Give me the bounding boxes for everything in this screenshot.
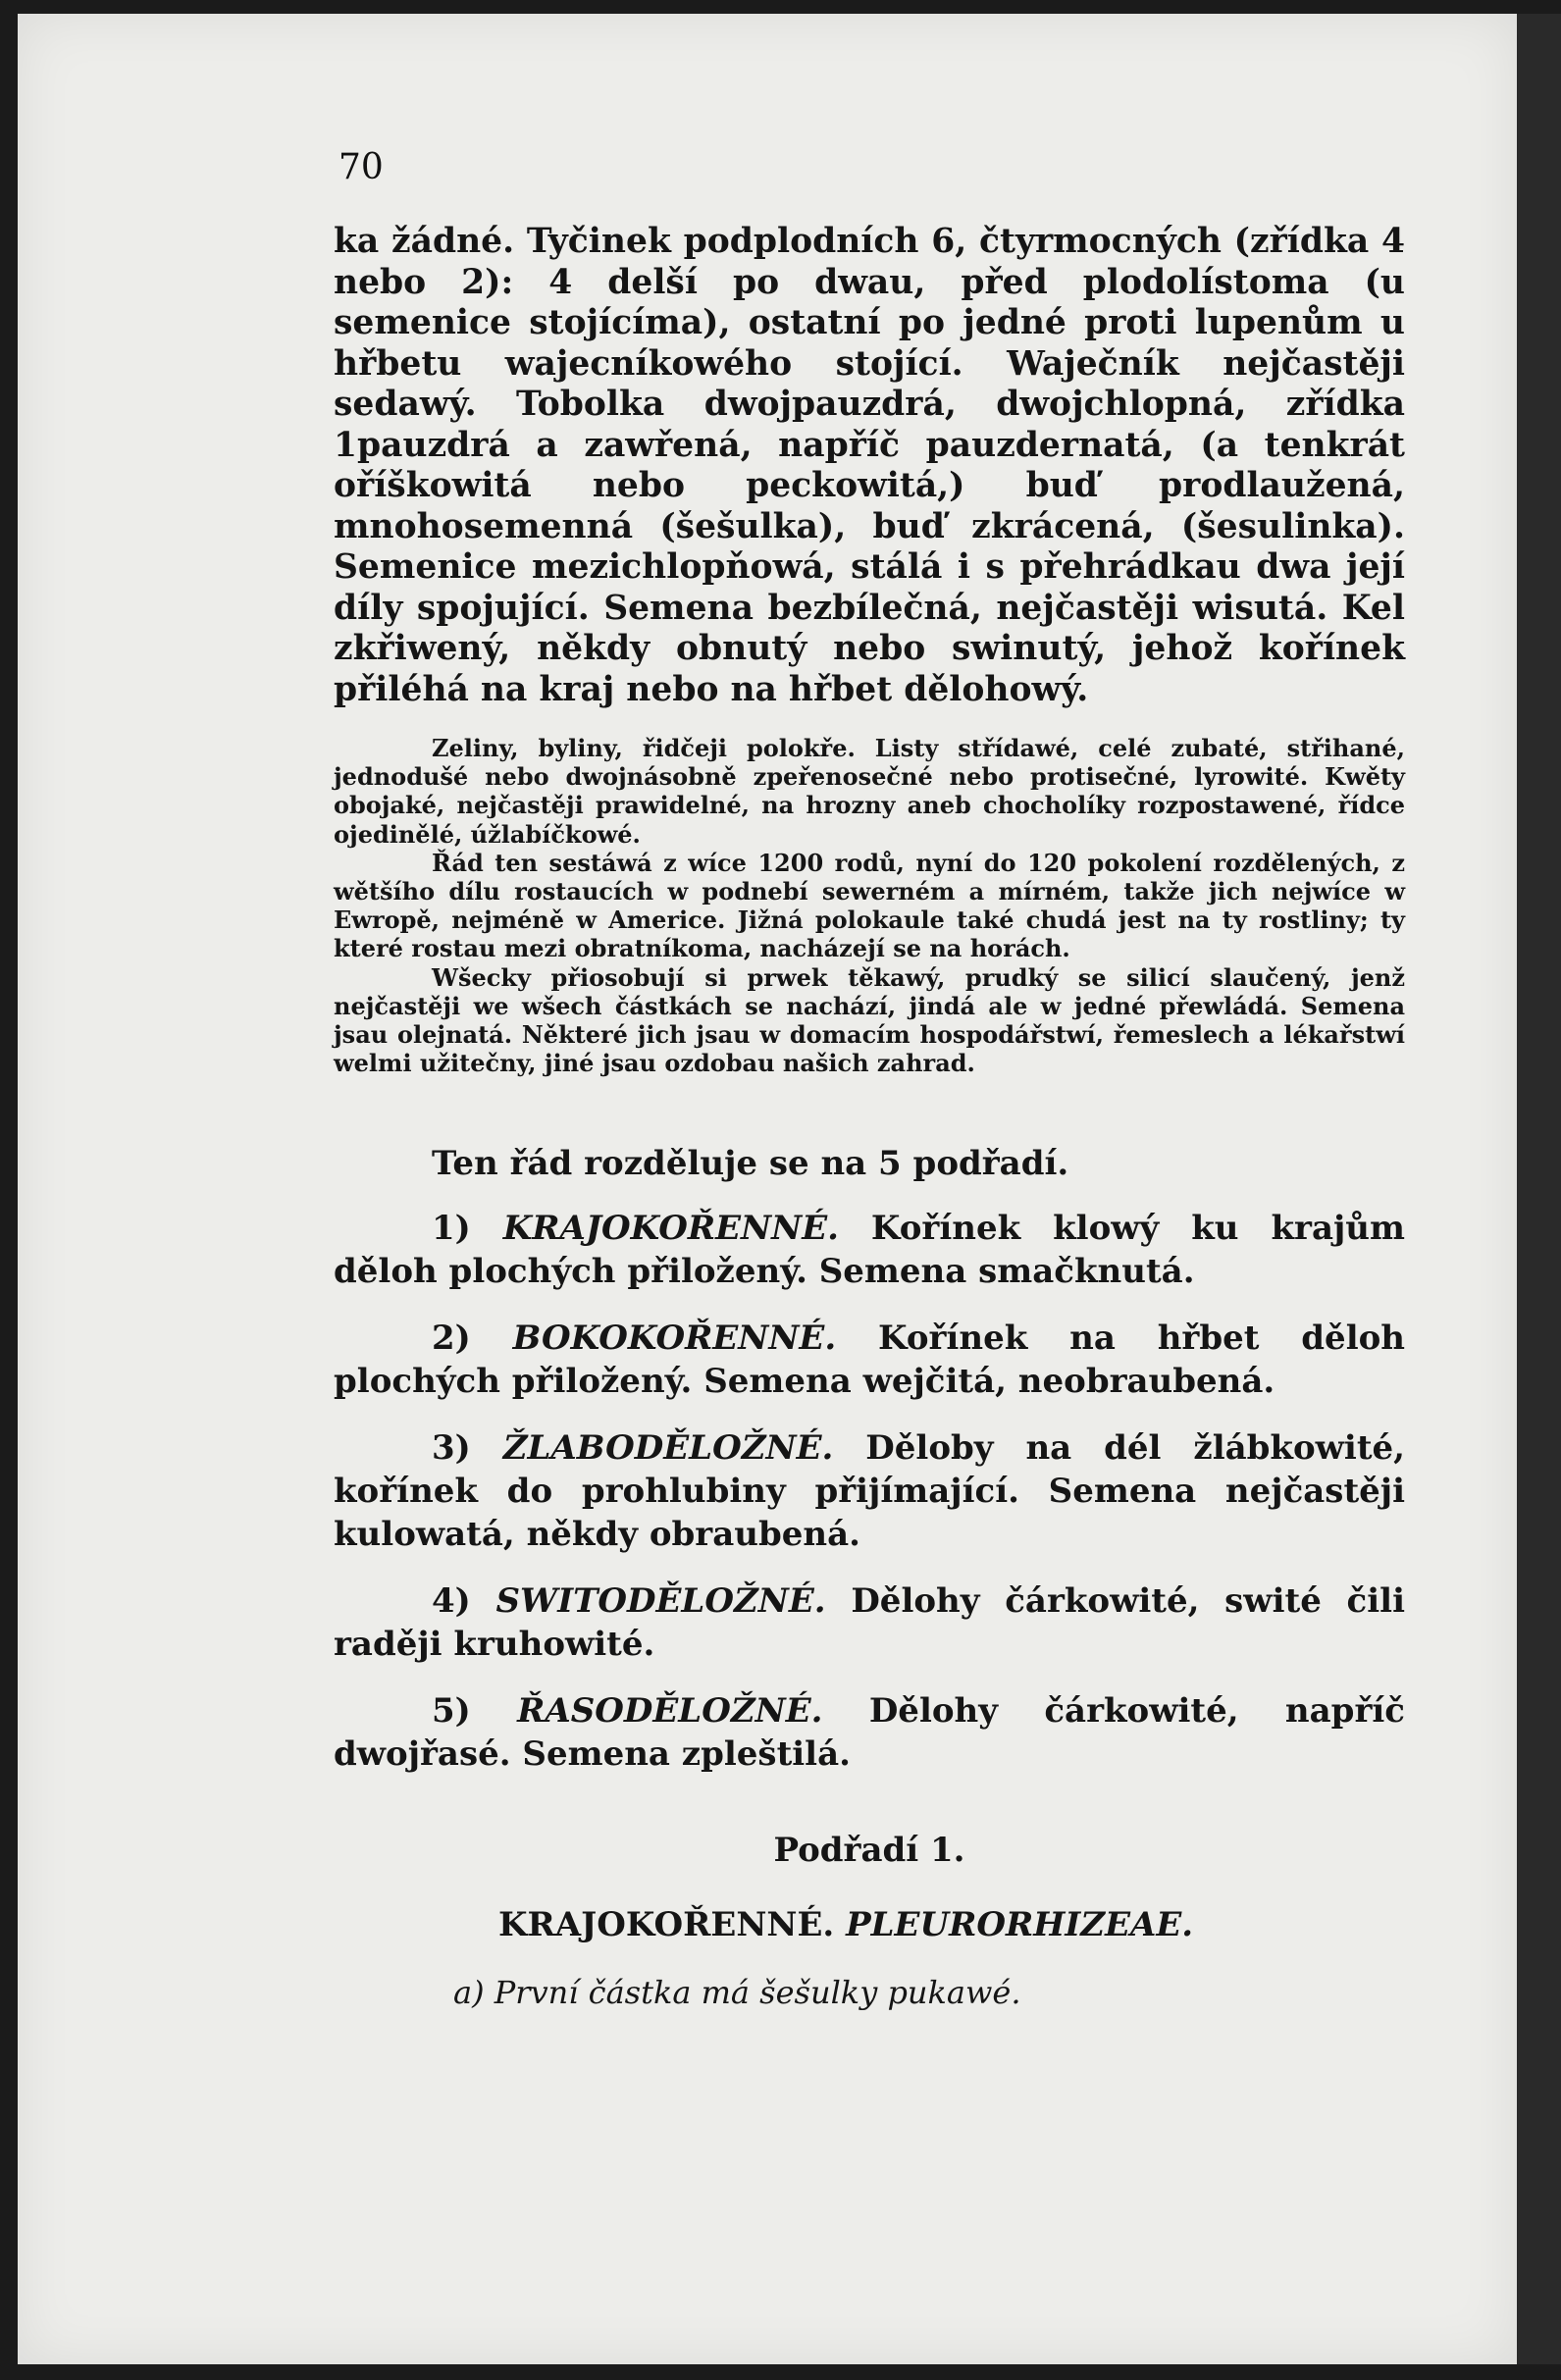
- subdivision-name: ŽLABODĚLOŽNÉ.: [502, 1428, 834, 1469]
- subdivision-3: [334, 1426, 1405, 1556]
- subdivision-5: [334, 1689, 1405, 1776]
- subdivision-number: 1): [432, 1209, 471, 1249]
- subdivision-name: KRAJOKOŘENNÉ.: [502, 1209, 839, 1249]
- subdivision-number: 5): [432, 1691, 471, 1732]
- properties-paragraph: Wšecky přiosobují si prwek těkawý, prudký se silicí slaučený, jenž nejčastěji we wšech částkách se nachází, jindá ale w jedné přewládá. Semena jsau olejnatá. Některé jich jsau w domacím hospodářstwí, řemeslech a lékařstwí welmi užitečny, jiné jsau ozdobau našich zahrad.: [334, 962, 1405, 1078]
- subdivision-name: BOKOKOŘENNÉ.: [512, 1319, 837, 1359]
- subdivision-text: Kořínek na hřbet děloh plochých přiložený. Semena wejčitá, neobraubená.: [334, 1319, 1406, 1402]
- subdivision-number: 3): [432, 1428, 471, 1469]
- subdivision-2: [334, 1317, 1405, 1403]
- subdivision-text: Dělohy čárkowité, napříč dwojřasé. Semena zpleštilá.: [334, 1691, 1405, 1775]
- subdivision-1: [334, 1207, 1405, 1293]
- family-heading: [334, 1905, 1405, 1944]
- distribution-paragraph: Řád ten sestáwá z wíce 1200 rodů, nyní do 120 pokolení rozdělených, z wětšího dílu rostaucích w podnebí sewerném a mírném, takže jich nejwíce w Ewropě, nejméně w Americe. Jižná polokaule také chudá jest na ty rostliny; ty které rostau mezi obratníkoma, nacházejí se na horách.: [334, 848, 1405, 963]
- subdivision-name: ŘASODĚLOŽNÉ.: [517, 1691, 823, 1732]
- family-czech-name: KRAJOKOŘENNÉ.: [498, 1905, 835, 1945]
- subdivision-4: [334, 1579, 1405, 1666]
- subdivision-text: Děloby na dél žlábkowité, kořínek do prohlubiny přijímající. Semena nejčastěji kulowatá, někdy obraubená.: [334, 1428, 1406, 1555]
- subdivision-text: Dělohy čárkowité, swité čili raději kruhowité.: [334, 1581, 1405, 1665]
- subdivision-text: Kořínek klowý ku krajům děloh plochých přiložený. Semena smačknutá.: [334, 1209, 1405, 1292]
- section-title: Podřadí 1.: [773, 1831, 965, 1871]
- division-heading: Ten řád rozděluje se na 5 podřadí.: [432, 1144, 1069, 1184]
- page-number: 70: [338, 147, 384, 187]
- group-label: a) První částka má šešulky pukawé.: [453, 1974, 1021, 2012]
- subdivision-name: SWITODĚLOŽNÉ.: [495, 1581, 826, 1622]
- habit-paragraph: Zeliny, byliny, řidčeji polokře. Listy střídawé, celé zubaté, střihané, jednodušé nebo dwojnásobně zpeřenosečné nebo protisečné, lyrowité. Kwěty obojaké, nejčastěji prawidelné, na hrozny aneb chocholíky rozpostawené, řídce ojedinělé, úžlabíčkowé.: [334, 734, 1405, 849]
- page-content: [334, 222, 1405, 2011]
- family-latin-name: PLEURORHIZEAE.: [846, 1905, 1194, 1945]
- subdivision-number: 2): [432, 1319, 471, 1359]
- description-paragraph: ka žádné. Tyčinek podplodních 6, čtyrmocných (zřídka 4 nebo 2): 4 delší po dwau, před plodolístoma (u semenice stojícíma), ostatní po jedné proti lupenům u hřbetu wajecníkowého stojící. Waječník nejčastěji sedawý. Tobolka dwojpauzdrá, dwojchlopná, zřídka 1pauzdrá a zawřená, napříč pauzdernatá, (a tenkrát oříškowitá nebo peckowitá,) buď prodlaužená, mnohosemenná (šešulka), buď zkrácená, (šesulinka). Semenice mezichlopňowá, stálá i s přehrádkau dwa její díly spojující. Semena bezbílečná, nejčastěji wisutá. Kel zkřiwený, někdy obnutý nebo swinutý, jehož kořínek přiléhá na kraj nebo na hřbet dělohowý.: [334, 222, 1405, 709]
- page-edge-shadow: [1517, 14, 1561, 2364]
- subdivision-number: 4): [432, 1581, 471, 1622]
